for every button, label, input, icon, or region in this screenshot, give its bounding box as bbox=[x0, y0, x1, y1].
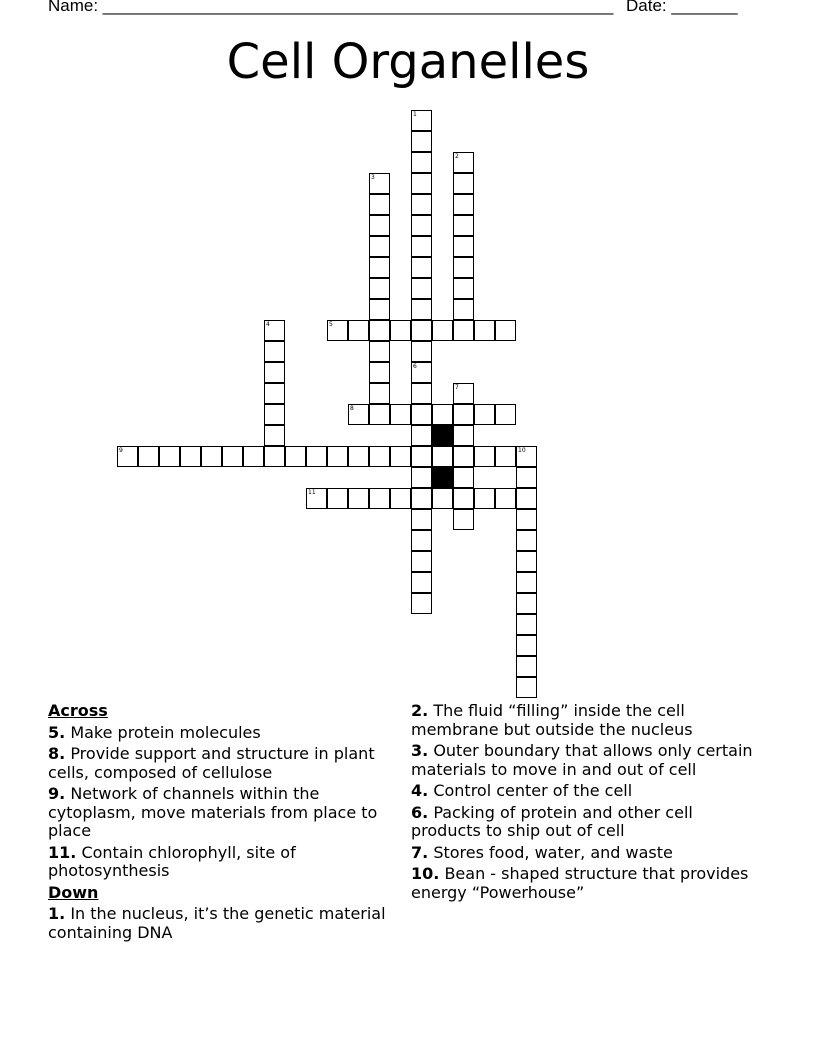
down-clue-4 bbox=[411, 782, 756, 801]
page-title: Cell Organelles bbox=[226, 34, 590, 90]
down-heading: Down bbox=[48, 882, 99, 902]
crossword-cell[interactable] bbox=[453, 173, 474, 194]
crossword-cell[interactable] bbox=[369, 278, 390, 299]
crossword-cell-number: 5 bbox=[329, 321, 333, 328]
crossword-cell[interactable] bbox=[411, 404, 432, 425]
down-clue-3 bbox=[411, 742, 756, 779]
crossword-cell[interactable] bbox=[411, 467, 432, 488]
date-field-label: Date: _______ bbox=[626, 0, 738, 15]
crossword-cell[interactable] bbox=[411, 341, 432, 362]
crossword-cell[interactable] bbox=[222, 446, 243, 467]
crossword-cell[interactable] bbox=[285, 446, 306, 467]
crossword-cell[interactable] bbox=[411, 572, 432, 593]
clues-left-column bbox=[48, 702, 404, 945]
across-clue-9 bbox=[48, 785, 404, 841]
crossword-cell[interactable] bbox=[369, 404, 390, 425]
crossword-cell[interactable] bbox=[432, 320, 453, 341]
clue-number: 1. bbox=[48, 904, 66, 923]
crossword-cell-number: 6 bbox=[413, 363, 417, 370]
crossword-cell[interactable] bbox=[390, 404, 411, 425]
clue-text: In the nucleus, it’s the genetic material containing DNA bbox=[48, 904, 386, 942]
crossword-cell[interactable] bbox=[369, 362, 390, 383]
crossword-cell[interactable] bbox=[411, 593, 432, 614]
crossword-cell[interactable] bbox=[369, 173, 390, 194]
crossword-cell[interactable] bbox=[369, 488, 390, 509]
clue-text: Make protein molecules bbox=[70, 722, 261, 742]
crossword-cell[interactable] bbox=[369, 236, 390, 257]
crossword-cell[interactable] bbox=[390, 446, 411, 467]
crossword-cell[interactable] bbox=[264, 383, 285, 404]
crossword-cell-number: 4 bbox=[266, 321, 270, 328]
crossword-cell[interactable] bbox=[495, 404, 516, 425]
crossword-cell[interactable] bbox=[348, 404, 369, 425]
crossword-cell[interactable] bbox=[516, 572, 537, 593]
clue-number: 4. bbox=[411, 781, 429, 800]
down-clue-7 bbox=[411, 844, 756, 863]
crossword-cell[interactable] bbox=[411, 551, 432, 572]
clue-text: Outer boundary that allows only certain materials to move in and out of cell bbox=[411, 741, 753, 779]
crossword-cell[interactable] bbox=[453, 509, 474, 530]
clue-number: 3. bbox=[411, 741, 429, 760]
clue-text: Packing of protein and other cell products to ship out of cell bbox=[411, 802, 693, 840]
crossword-cell[interactable] bbox=[369, 194, 390, 215]
crossword-cell[interactable] bbox=[327, 446, 348, 467]
crossword-cell[interactable] bbox=[390, 320, 411, 341]
crossword-cell[interactable] bbox=[327, 488, 348, 509]
clue-number: 10. bbox=[411, 864, 440, 883]
clue-number: 11. bbox=[48, 842, 77, 862]
crossword-cell[interactable] bbox=[327, 320, 348, 341]
clue-text: The fluid “filling” inside the cell membrane but outside the nucleus bbox=[411, 701, 693, 739]
across-clue-5 bbox=[48, 724, 404, 743]
crossword-cell[interactable] bbox=[201, 446, 222, 467]
crossword-cell[interactable] bbox=[411, 383, 432, 404]
crossword-cell-number: 8 bbox=[350, 405, 354, 412]
crossword-cell[interactable] bbox=[369, 383, 390, 404]
crossword-cell[interactable] bbox=[516, 488, 537, 509]
crossword-cell[interactable] bbox=[369, 341, 390, 362]
crossword-cell[interactable] bbox=[411, 278, 432, 299]
crossword-cell[interactable] bbox=[474, 446, 495, 467]
crossword-cell-number: 10 bbox=[518, 447, 526, 454]
crossword-cell[interactable] bbox=[516, 446, 537, 467]
crossword-cell[interactable] bbox=[348, 446, 369, 467]
crossword-cell[interactable] bbox=[453, 299, 474, 320]
crossword-cell[interactable] bbox=[369, 215, 390, 236]
clue-text: Control center of the cell bbox=[433, 781, 633, 800]
crossword-cell[interactable] bbox=[264, 362, 285, 383]
crossword-cell[interactable] bbox=[432, 404, 453, 425]
crossword-cell[interactable] bbox=[411, 446, 432, 467]
crossword-cell[interactable] bbox=[453, 320, 474, 341]
crossword-cell[interactable] bbox=[306, 488, 327, 509]
crossword-cell[interactable] bbox=[495, 320, 516, 341]
crossword-cell[interactable] bbox=[264, 425, 285, 446]
crossword-cell[interactable] bbox=[411, 257, 432, 278]
crossword-cell[interactable] bbox=[516, 509, 537, 530]
clue-text: Bean - shaped structure that provides energy “Powerhouse” bbox=[411, 864, 749, 902]
crossword-cell[interactable] bbox=[453, 257, 474, 278]
crossword-cell[interactable] bbox=[516, 656, 537, 677]
crossword-cell[interactable] bbox=[453, 425, 474, 446]
crossword-cell[interactable] bbox=[453, 446, 474, 467]
crossword-cell[interactable] bbox=[453, 194, 474, 215]
crossword-cell[interactable] bbox=[516, 467, 537, 488]
crossword-cell[interactable] bbox=[411, 299, 432, 320]
crossword-cell[interactable] bbox=[348, 320, 369, 341]
crossword-cell[interactable] bbox=[264, 404, 285, 425]
crossword-cell[interactable] bbox=[306, 446, 327, 467]
crossword-cell[interactable] bbox=[516, 530, 537, 551]
crossword-cell[interactable] bbox=[411, 509, 432, 530]
clue-number: 7. bbox=[411, 842, 429, 862]
down-clue-10 bbox=[411, 865, 756, 902]
crossword-cell[interactable] bbox=[411, 425, 432, 446]
crossword-cell[interactable] bbox=[138, 446, 159, 467]
crossword-cell[interactable] bbox=[411, 215, 432, 236]
crossword-cell[interactable] bbox=[159, 446, 180, 467]
across-clue-11 bbox=[48, 844, 404, 881]
clue-number: 9. bbox=[48, 784, 66, 803]
crossword-cell[interactable] bbox=[453, 488, 474, 509]
crossword-cell[interactable] bbox=[432, 446, 453, 467]
crossword-cell-number: 7 bbox=[455, 384, 459, 391]
crossword-cell[interactable] bbox=[411, 362, 432, 383]
clue-number: 8. bbox=[48, 744, 66, 763]
crossword-cell[interactable] bbox=[369, 446, 390, 467]
crossword-cell[interactable] bbox=[453, 404, 474, 425]
down-clue-2 bbox=[411, 702, 756, 739]
crossword-cell[interactable] bbox=[411, 236, 432, 257]
crossword-cell[interactable] bbox=[243, 446, 264, 467]
crossword-cell-number: 11 bbox=[308, 489, 316, 496]
clue-text: Stores food, water, and waste bbox=[433, 842, 673, 862]
crossword-black-cell bbox=[432, 425, 453, 446]
crossword-cell[interactable] bbox=[180, 446, 201, 467]
crossword-cell[interactable] bbox=[516, 551, 537, 572]
crossword-cell-number: 9 bbox=[119, 447, 123, 454]
crossword-cell[interactable] bbox=[432, 488, 453, 509]
crossword-cell[interactable] bbox=[453, 278, 474, 299]
crossword-cell[interactable] bbox=[474, 404, 495, 425]
crossword-cell[interactable] bbox=[411, 131, 432, 152]
crossword-cell[interactable] bbox=[369, 320, 390, 341]
crossword-cell[interactable] bbox=[516, 614, 537, 635]
crossword-cell[interactable] bbox=[474, 320, 495, 341]
crossword-cell-number: 2 bbox=[455, 153, 459, 160]
crossword-cell[interactable] bbox=[348, 488, 369, 509]
down-clue-6 bbox=[411, 804, 756, 841]
crossword-cell[interactable] bbox=[411, 110, 432, 131]
crossword-cell[interactable] bbox=[453, 215, 474, 236]
crossword-cell[interactable] bbox=[453, 467, 474, 488]
clue-number: 6. bbox=[411, 802, 429, 822]
crossword-cell[interactable] bbox=[411, 488, 432, 509]
crossword-cell[interactable] bbox=[453, 152, 474, 173]
crossword-cell[interactable] bbox=[495, 446, 516, 467]
crossword-cell[interactable] bbox=[117, 446, 138, 467]
crossword-cell[interactable] bbox=[516, 593, 537, 614]
crossword-cell[interactable] bbox=[264, 320, 285, 341]
crossword-cell[interactable] bbox=[453, 383, 474, 404]
crossword-cell[interactable] bbox=[264, 341, 285, 362]
crossword-cell[interactable] bbox=[369, 257, 390, 278]
clue-text: Contain chlorophyll, site of photosynthesis bbox=[48, 842, 296, 880]
crossword-black-cell bbox=[432, 467, 453, 488]
crossword-cell[interactable] bbox=[390, 488, 411, 509]
clue-text: Provide support and structure in plant cells, composed of cellulose bbox=[48, 744, 375, 782]
across-heading: Across bbox=[48, 701, 108, 720]
crossword-cell[interactable] bbox=[516, 677, 537, 698]
crossword-cell[interactable] bbox=[453, 236, 474, 257]
across-clue-8 bbox=[48, 745, 404, 782]
crossword-cell[interactable] bbox=[411, 530, 432, 551]
crossword-cell[interactable] bbox=[411, 194, 432, 215]
clues-right-column bbox=[411, 702, 756, 905]
clue-text: Network of channels within the cytoplasm, move materials from place to place bbox=[48, 784, 378, 840]
crossword-cell[interactable] bbox=[369, 299, 390, 320]
crossword-cell-number: 1 bbox=[413, 111, 417, 118]
crossword-cell-number: 3 bbox=[371, 174, 375, 181]
crossword-cell[interactable] bbox=[411, 173, 432, 194]
crossword-cell[interactable] bbox=[516, 635, 537, 656]
crossword-cell[interactable] bbox=[264, 446, 285, 467]
crossword-cell[interactable] bbox=[411, 320, 432, 341]
name-field-label: Name: ______________________________________________________ bbox=[48, 0, 614, 15]
crossword-cell[interactable] bbox=[495, 488, 516, 509]
crossword-cell[interactable] bbox=[411, 152, 432, 173]
clue-number: 2. bbox=[411, 701, 429, 720]
crossword-cell[interactable] bbox=[474, 488, 495, 509]
clue-number: 5. bbox=[48, 722, 66, 742]
down-clue-1 bbox=[48, 905, 404, 942]
